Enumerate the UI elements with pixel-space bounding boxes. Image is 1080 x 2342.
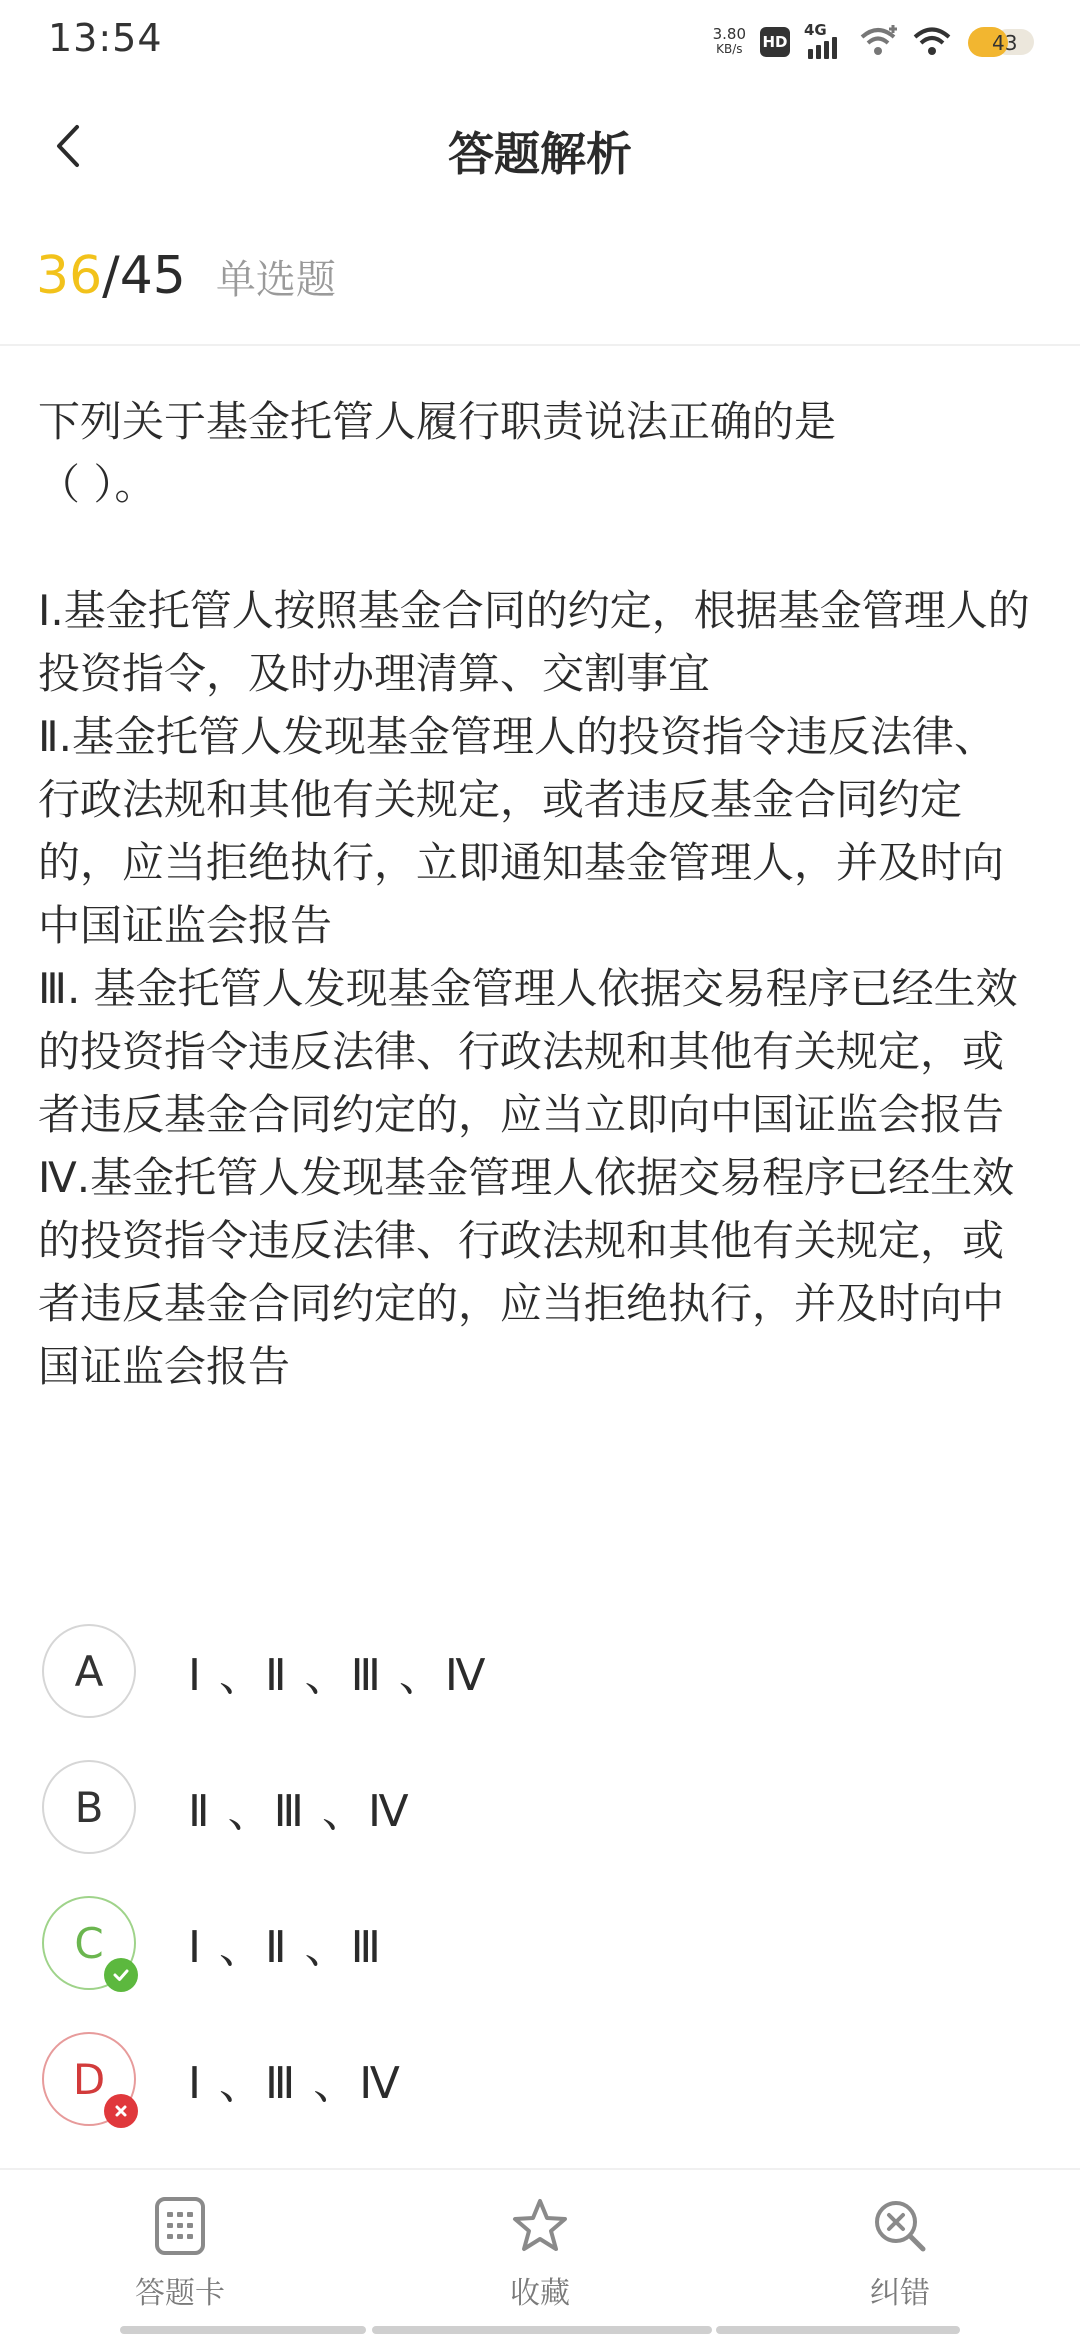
option-b[interactable] xyxy=(42,1758,1042,1856)
check-icon xyxy=(104,1958,138,1992)
option-c[interactable] xyxy=(42,1894,1042,1992)
nav-label: 答题卡 xyxy=(135,2276,225,2311)
search-close-icon xyxy=(870,2196,930,2256)
net-speed-unit: KB/s xyxy=(716,42,743,56)
nav-label: 收藏 xyxy=(510,2276,570,2311)
statement-3: Ⅲ. 基金托管人发现基金管理人依据交易程序已经生效的投资指令违反法律、行政法规和其他有关规定，或者违反基金合同约定的，应当立即向中国证监会报告 xyxy=(38,964,1018,1139)
page-title: 答题解析 xyxy=(448,127,632,181)
progress-current: 36 xyxy=(36,246,103,306)
progress-total: 45 xyxy=(119,246,186,306)
option-letter: A xyxy=(42,1624,136,1718)
question-body xyxy=(38,390,1038,1398)
cross-icon xyxy=(104,2094,138,2128)
nav-label: 纠错 xyxy=(870,2276,930,2311)
question-stem: 下列关于基金托管人履行职责说法正确的是 xyxy=(38,397,837,446)
option-letter: D xyxy=(72,2054,106,2104)
statement-1: Ⅰ.基金托管人按照基金合同的约定，根据基金管理人的投资指令，及时办理清算、交割事宜 xyxy=(38,586,1030,698)
nav-favorite[interactable] xyxy=(420,2196,660,2312)
hd-icon: HD xyxy=(760,27,790,57)
battery-level: 43 xyxy=(992,31,1018,55)
star-icon xyxy=(510,2196,570,2256)
answer-options xyxy=(42,1622,1042,2166)
option-letter: B xyxy=(42,1760,136,1854)
wifi-icon xyxy=(912,25,952,59)
option-text: Ⅱ 、Ⅲ 、Ⅳ xyxy=(188,1786,411,1837)
calculator-icon xyxy=(154,2196,206,2256)
option-a[interactable] xyxy=(42,1622,1042,1720)
option-text: Ⅰ 、Ⅱ 、Ⅲ xyxy=(188,1922,383,1973)
wifi-icon xyxy=(858,25,898,59)
progress-separator: / xyxy=(102,246,120,306)
header xyxy=(0,84,1080,208)
statement-4: Ⅳ.基金托管人发现基金管理人依据交易程序已经生效的投资指令违反法律、行政法规和其他有关规定，或者违反基金合同约定的，应当拒绝执行，并及时向中国证监会报告 xyxy=(38,1153,1015,1391)
cell-signal-icon xyxy=(804,21,844,59)
nav-report-error[interactable] xyxy=(780,2196,1020,2312)
option-letter: C xyxy=(74,1918,104,1968)
gesture-bar xyxy=(0,2326,1080,2334)
status-icons xyxy=(713,18,1036,66)
option-text: Ⅰ 、Ⅱ 、Ⅲ 、Ⅳ xyxy=(188,1650,488,1701)
net-speed-value: 3.80 xyxy=(712,25,746,43)
option-letter-wrong xyxy=(42,2032,136,2126)
bottom-nav xyxy=(0,2168,1080,2342)
question-progress xyxy=(36,246,336,316)
option-letter-correct xyxy=(42,1896,136,1990)
net-speed xyxy=(713,27,746,57)
network-type: 4G xyxy=(804,21,827,39)
battery-weather-icon xyxy=(966,25,1036,59)
status-bar xyxy=(0,0,1080,84)
question-stem-blank: （ ）。 xyxy=(38,460,157,509)
option-text: Ⅰ 、Ⅲ 、Ⅳ xyxy=(188,2058,402,2109)
divider xyxy=(0,344,1080,346)
status-time: 13:54 xyxy=(48,16,163,60)
nav-answer-card[interactable] xyxy=(60,2196,300,2312)
option-d[interactable] xyxy=(42,2030,1042,2128)
question-type: 单选题 xyxy=(215,257,336,303)
statement-2: Ⅱ.基金托管人发现基金管理人的投资指令违反法律、行政法规和其他有关规定，或者违反基金合同约定的，应当拒绝执行，立即通知基金管理人，并及时向中国证监会报告 xyxy=(38,712,1005,950)
